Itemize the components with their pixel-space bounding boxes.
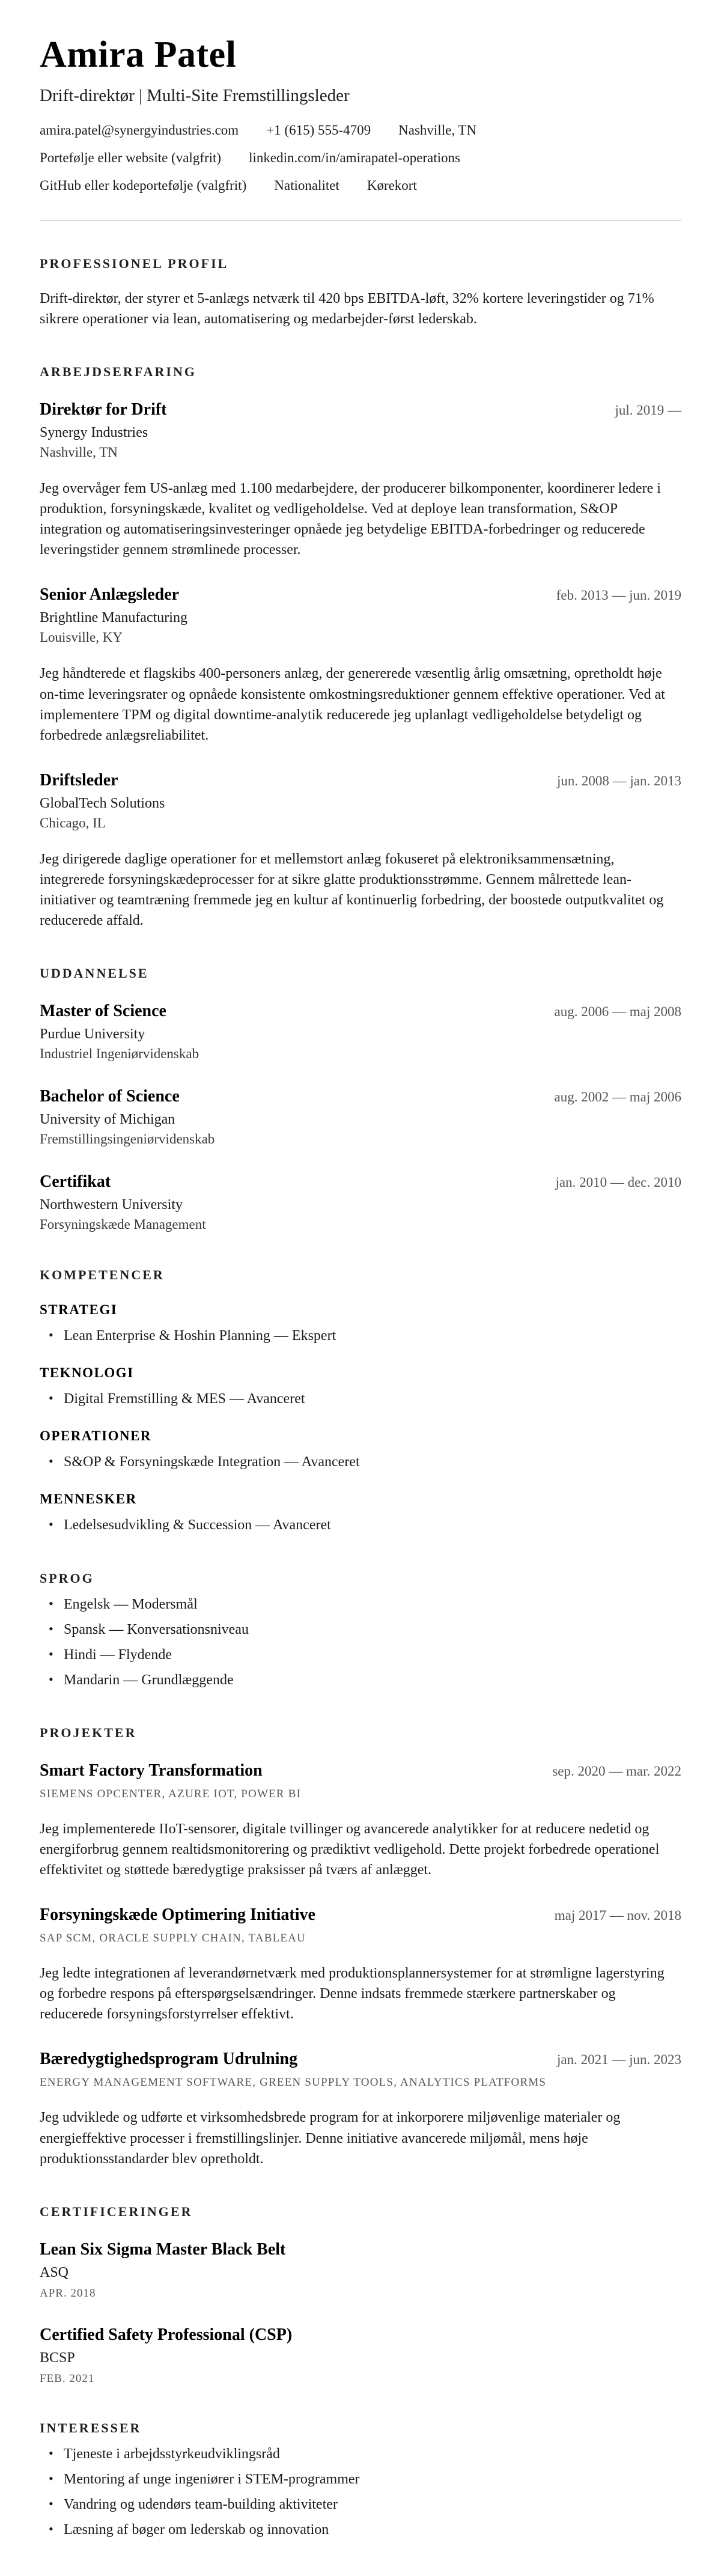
job-title: Direktør for Drift: [40, 400, 167, 419]
skill-group-name: STRATEGI: [40, 1302, 118, 1318]
contact-phone: +1 (615) 555-4709: [266, 123, 371, 138]
interests-heading: INTERESSER: [40, 2420, 142, 2435]
skill-list: [40, 1452, 681, 1472]
experience-heading: ARBEJDSERFARING: [40, 364, 196, 380]
certification-entry-2: [40, 2325, 681, 2386]
skill-group-name: TEKNOLOGI: [40, 1365, 134, 1381]
languages-heading: SPROG: [40, 1570, 94, 1586]
contact-nationality: Nationalitet: [274, 178, 339, 193]
job-description: Jeg håndterede et flagskibs 400-personers anlæg, der genererede væsentlig årlig omsætning, opretholdt høje on-time leveringsrater og opnåede konsistente omkostningsreduktioner gennem effektive operationer. Ved at implementere TPM og digital downtime-analytik reducerede jeg uplanlagt vedligeholdelse betydeligt og forbedrede anlægsreliabilitet.: [40, 666, 665, 743]
language-item: • Spansk — Konversationsniveau: [40, 1620, 681, 1640]
resume-header: [40, 34, 681, 193]
section-interests: [40, 2420, 681, 2540]
language-item: • Mandarin — Grundlæggende: [40, 1670, 681, 1690]
section-skills: [40, 1267, 681, 1535]
experience-entry-3: [40, 771, 681, 931]
experience-entry-2: [40, 585, 681, 745]
education-dates: aug. 2002 — maj 2006: [554, 1089, 681, 1105]
section-projects: [40, 1725, 681, 2169]
contact-license: Kørekort: [367, 178, 417, 193]
job-location: Nashville, TN: [40, 445, 118, 460]
section-education: [40, 966, 681, 1232]
certification-entry-1: [40, 2240, 681, 2300]
degree-title: Bachelor of Science: [40, 1087, 180, 1106]
certification-date: FEB. 2021: [40, 2372, 95, 2385]
contact-email: amira.patel@synergyindustries.com: [40, 123, 239, 138]
job-dates: jul. 2019 —: [615, 403, 681, 418]
skill-group-name: OPERATIONER: [40, 1428, 152, 1444]
section-certifications: [40, 2204, 681, 2386]
school-name: Purdue University: [40, 1026, 145, 1043]
skill-item: • Digital Fremstilling & MES — Avanceret: [40, 1389, 681, 1409]
certification-issuer: BCSP: [40, 2349, 75, 2366]
education-dates: aug. 2006 — maj 2008: [554, 1004, 681, 1020]
education-entry-2: [40, 1087, 681, 1147]
school-name: University of Michigan: [40, 1112, 175, 1128]
project-technologies: SAP SCM, ORACLE SUPPLY CHAIN, TABLEAU: [40, 1932, 306, 1945]
interest-item: • Læsning af bøger om lederskab og innovation: [40, 2520, 681, 2540]
entry-head: [40, 2050, 681, 2069]
job-dates: jun. 2008 — jan. 2013: [557, 773, 681, 788]
contact-location: Nashville, TN: [398, 123, 477, 138]
skill-group-technology: [40, 1365, 681, 1409]
project-dates: jan. 2021 — jun. 2023: [557, 2052, 681, 2068]
entry-head: [40, 585, 681, 604]
job-location: Chicago, IL: [40, 815, 106, 830]
job-title: Senior Anlægsleder: [40, 585, 180, 604]
entry-head: [40, 1761, 681, 1780]
interest-item: • Vandring og udendørs team-building aktiviteter: [40, 2495, 681, 2515]
certification-title: Certified Safety Professional (CSP): [40, 2325, 293, 2344]
job-description: Jeg dirigerede daglige operationer for et mellemstort anlæg fokuseret på elektroniksammensætning, integrerede forsyningskædeprocesser for at sikre glatte produktionsstrømme. Gennem målrettede lean-initiativer og teamtræning fremmede jeg en kultur af kontinuerlig forbedring, der boostede outputkvalitet og reducerede affald.: [40, 851, 664, 929]
interest-list: [40, 2444, 681, 2540]
interest-item: • Tjeneste i arbejdsstyrkeudviklingsråd: [40, 2444, 681, 2464]
project-dates: maj 2017 — nov. 2018: [554, 1908, 681, 1923]
skill-item: • Ledelsesudvikling & Succession — Avanceret: [40, 1515, 681, 1535]
project-technologies: ENERGY MANAGEMENT SOFTWARE, GREEN SUPPLY TOOLS, ANALYTICS PLATFORMS: [40, 2076, 547, 2089]
skill-group-name: MENNESKER: [40, 1491, 137, 1507]
section-experience: [40, 364, 681, 931]
project-title: Bæredygtighedsprogram Udrulning: [40, 2050, 298, 2069]
job-dates: feb. 2013 — jun. 2019: [556, 588, 681, 603]
skill-item: • Lean Enterprise & Hoshin Planning — Ekspert: [40, 1326, 681, 1346]
project-title: Forsyningskæde Optimering Initiative: [40, 1905, 315, 1925]
contact-github-placeholder: GitHub eller kodeportefølje (valgfrit): [40, 178, 247, 193]
skill-list: [40, 1515, 681, 1535]
experience-entry-1: [40, 400, 681, 560]
interest-item: • Mentoring af unge ingeniører i STEM-programmer: [40, 2470, 681, 2489]
degree-title: Certifikat: [40, 1172, 111, 1192]
project-entry-1: [40, 1761, 681, 1880]
project-description: Jeg ledte integrationen af leverandørnetværk med produktionsplannersystemer for at strømligne lagerstyring og forbedre respons på efterspørgselsændringer. Denne indsats fremmede stærkere partnerskaber og reducerede forsyningsforstyrrelser effektivt.: [40, 1965, 665, 2023]
education-entry-3: [40, 1172, 681, 1232]
contact-website-placeholder: Portefølje eller website (valgfrit): [40, 150, 222, 165]
certification-issuer: ASQ: [40, 2264, 69, 2280]
section-profile: [40, 256, 681, 329]
job-company: GlobalTech Solutions: [40, 795, 165, 811]
entry-head: [40, 1172, 681, 1192]
projects-heading: PROJEKTER: [40, 1725, 137, 1740]
job-description: Jeg overvåger fem US-anlæg med 1.100 medarbejdere, der producerer bilkomponenter, koordinerer ledere i produktion, forsyningskæde, kvalitet og vedligeholdelse. Ved at deploye lean transformation, S&OP integration og automatiseringsinvesteringer opnåede jeg betydelige EBITDA-forbedringer og reducerede leveringstider gennem strømlinede processer.: [40, 481, 661, 558]
job-location: Louisville, KY: [40, 630, 123, 645]
education-dates: jan. 2010 — dec. 2010: [555, 1175, 681, 1190]
entry-head: [40, 1087, 681, 1106]
project-description: Jeg udviklede og udførte et virksomhedsbrede program for at inkorporere miljøvenlige materialer og energieffektive processer i fremstillingslinjer. Denne initiative avancerede miljømål, mens høje produktionsstandarder blev opretholdt.: [40, 2110, 621, 2167]
project-dates: sep. 2020 — mar. 2022: [552, 1763, 681, 1779]
field-of-study: Fremstillingsingeniørvidenskab: [40, 1131, 215, 1147]
person-headline: Drift-direktør | Multi-Site Fremstillingsleder: [40, 86, 350, 105]
language-item: • Hindi — Flydende: [40, 1645, 681, 1665]
field-of-study: Industriel Ingeniørvidenskab: [40, 1046, 199, 1062]
project-title: Smart Factory Transformation: [40, 1761, 263, 1780]
certification-title: Lean Six Sigma Master Black Belt: [40, 2240, 286, 2259]
skill-group-strategy: [40, 1302, 681, 1346]
skill-item: • S&OP & Forsyningskæde Integration — Avanceret: [40, 1452, 681, 1472]
contact-row-1: [40, 123, 681, 138]
skill-list: [40, 1389, 681, 1409]
skill-list: [40, 1326, 681, 1346]
language-item: • Engelsk — Modersmål: [40, 1595, 681, 1615]
entry-head: [40, 1905, 681, 1925]
header-divider: [40, 220, 681, 221]
entry-head: [40, 400, 681, 419]
person-name: Amira Patel: [40, 34, 237, 75]
certifications-heading: CERTIFICERINGER: [40, 2203, 193, 2219]
job-company: Synergy Industries: [40, 425, 148, 441]
skill-group-people: [40, 1491, 681, 1535]
entry-head: [40, 1002, 681, 1021]
school-name: Northwestern University: [40, 1197, 183, 1213]
education-heading: UDDANNELSE: [40, 966, 149, 981]
entry-head: [40, 771, 681, 790]
field-of-study: Forsyningskæde Management: [40, 1217, 206, 1232]
project-entry-2: [40, 1905, 681, 2024]
contact-row-2: [40, 150, 681, 166]
contact-linkedin: linkedin.com/in/amirapatel-operations: [249, 150, 460, 165]
job-title: Driftsleder: [40, 770, 118, 790]
skills-heading: KOMPETENCER: [40, 1267, 165, 1283]
contact-row-3: [40, 178, 681, 193]
section-languages: [40, 1571, 681, 1690]
education-entry-1: [40, 1002, 681, 1062]
project-technologies: SIEMENS OPCENTER, AZURE IOT, POWER BI: [40, 1787, 302, 1800]
degree-title: Master of Science: [40, 1002, 166, 1021]
job-company: Brightline Manufacturing: [40, 610, 187, 626]
certification-date: APR. 2018: [40, 2286, 96, 2300]
profile-text: Drift-direktør, der styrer et 5-anlægs netværk til 420 bps EBITDA-løft, 32% kortere leveringstider og 71% sikrere operationer via lean, automatisering og medarbejder-først lederskab.: [40, 291, 654, 327]
language-list: [40, 1595, 681, 1690]
project-description: Jeg implementerede IIoT-sensorer, digitale tvillinger og avancerede analytikker for at reducere nedetid og energiforbrug gennem realtidsmonitorering og prædiktivt vedligehold. Dette projekt forbedrede operationel effektivitet og støttede bæredygtige praksisser på tværs af anlægget.: [40, 1821, 660, 1878]
skill-group-operations: [40, 1428, 681, 1472]
profile-heading: PROFESSIONEL PROFIL: [40, 256, 229, 271]
project-entry-3: [40, 2050, 681, 2169]
